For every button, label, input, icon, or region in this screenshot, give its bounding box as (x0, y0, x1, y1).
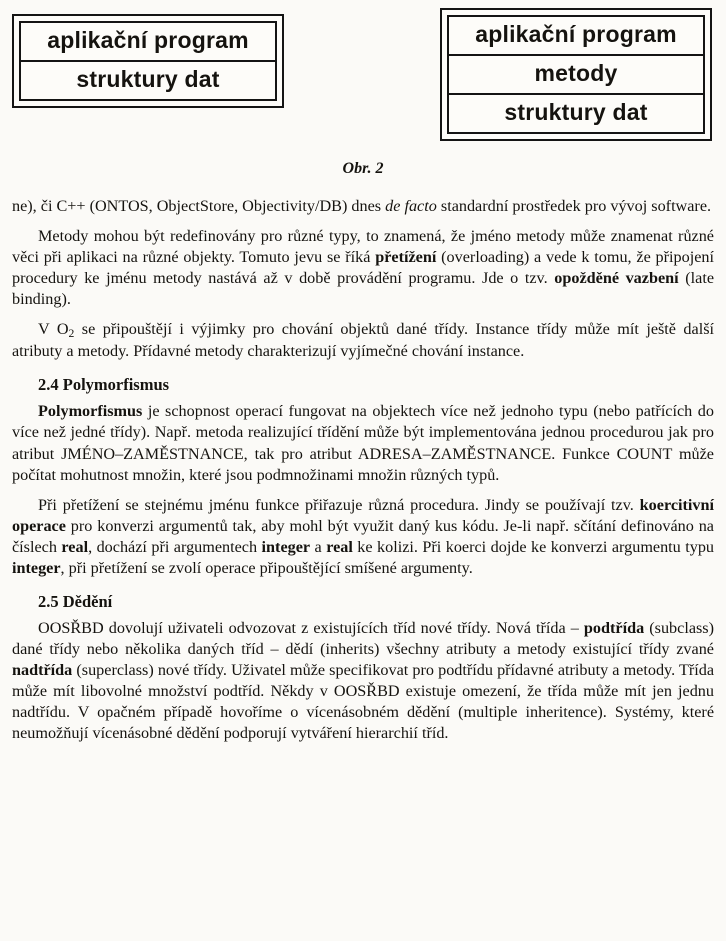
text-run-italic: de facto (385, 197, 437, 215)
heading-2-5-dedeni: 2.5 Dědění (38, 591, 113, 611)
text-run: se připouštějí i výjimky pro chování objektů dané třídy. Instance třídy může mít ještě další atributy a metody. Přídavné metody charakterizují vyjímečné chování instance. (12, 320, 714, 361)
text-run-bold: přetížení (375, 248, 437, 267)
text-run: (subclass) dané třídy nebo několika daných tříd – dědí (inherits) všechny atributy a metody existující třídy zvané (12, 618, 715, 658)
text-run: Při přetížení se stejnému jménu funkce přiřazuje různá procedura. Jindy se používají tzv. (38, 495, 640, 514)
text-run: a (310, 537, 327, 556)
diagram-right-box-methods: metody (447, 56, 705, 95)
text-run: pro konverzi argumentů tak, aby mohl být využit daný kus kódu. Je-li např. sčítání definováno na číslech (12, 516, 714, 556)
figure-caption: Obr. 2 (342, 160, 384, 177)
text-run: OOSŘBD dovolují uživateli odvozovat z existujících tříd nové třídy. Nová třída – (38, 618, 584, 637)
diagram-left-box-application-program: aplikační program (19, 21, 277, 62)
text-run: ke kolizi. Při koerci dojde ke konverzi argumentu typu (352, 537, 715, 556)
paragraph-coercion (12, 495, 714, 579)
text-run: , dochází při argumentech (88, 537, 262, 556)
text-run: ne), či C++ (ONTOS, ObjectStore, Objectivity/DB) dnes (12, 197, 386, 215)
paragraph-inheritance (12, 618, 714, 744)
diagram-right-box-data-structures: struktury dat (447, 95, 705, 134)
diagram-left-box-data-structures: struktury dat (19, 62, 277, 101)
text-run: (overloading) a vede k tomu, že připojení procedury ke jménu metody nastává až v době provádění programu. Jde o tzv. (12, 248, 714, 288)
text-run-bold: koercitivní operace (12, 495, 714, 535)
paragraph-o2-exceptions (12, 319, 714, 362)
figure-obr-2 (0, 0, 726, 177)
subscript-2: 2 (68, 327, 75, 341)
text-run-bold: integer (12, 558, 61, 577)
text-run: , při přetížení se zvolí operace připouštějící smíšené argumenty. (60, 558, 473, 577)
text-run: Metody mohou být redefinovány pro různé typy, to znamená, že jméno metody může znamenat různé věci při aplikaci na různé objekty. Tomuto jevu se říká (12, 227, 714, 267)
diagram-left (12, 14, 284, 108)
diagram-right-box-application-program: aplikační program (447, 15, 705, 56)
text-run: standardní prostředek pro vývoj software. (436, 197, 712, 215)
diagram-right (440, 8, 712, 141)
text-run: (late binding). (12, 269, 715, 309)
body-text (12, 196, 714, 753)
paragraph-overloading (12, 226, 714, 310)
text-run-bold: integer (261, 537, 311, 556)
heading-2-4-polymorfismus: 2.4 Polymorfismus (38, 375, 170, 395)
text-run: V O (38, 320, 69, 339)
text-run-bold: podtřída (583, 618, 645, 637)
paragraph-continuation (12, 196, 714, 217)
text-run: je schopnost operací fungovat na objektech více než jednoho typu (nebo patřících do více než jedné třídy). Např. metoda realizující třídění může být implementována jednou procedurou jak pro atribut JMÉNO–ZAMĚSTNANCE, tak pro atribut ADRESA–ZAMĚSTNANCE. Funkce COUNT může počítat mohutnost množin, které jsou podmnožinami množin různých typů. (12, 402, 714, 484)
paragraph-polymorphism (12, 401, 714, 485)
text-run-bold: opožděné vazbení (554, 269, 679, 288)
text-run-bold: real (61, 537, 89, 556)
text-run-bold: Polymorfismus (38, 402, 143, 421)
text-run: (superclass) nové třídy. Uživatel může specifikovat pro podtřídu přídavné atributy a metody. Třída může mít libovolné množství podtříd. Někdy v OOSŘBD existuje omezení, že třída může mít jen jednu nadtřídu. V opačném případě hovoříme o vícenásobném dědění (multiple inheritence). Systémy, které neumožňují vícenásobné dědění podporují vytváření hierarchií tříd. (12, 661, 714, 743)
text-run-bold: nadtřída (12, 661, 73, 680)
text-run-bold: real (326, 537, 353, 556)
